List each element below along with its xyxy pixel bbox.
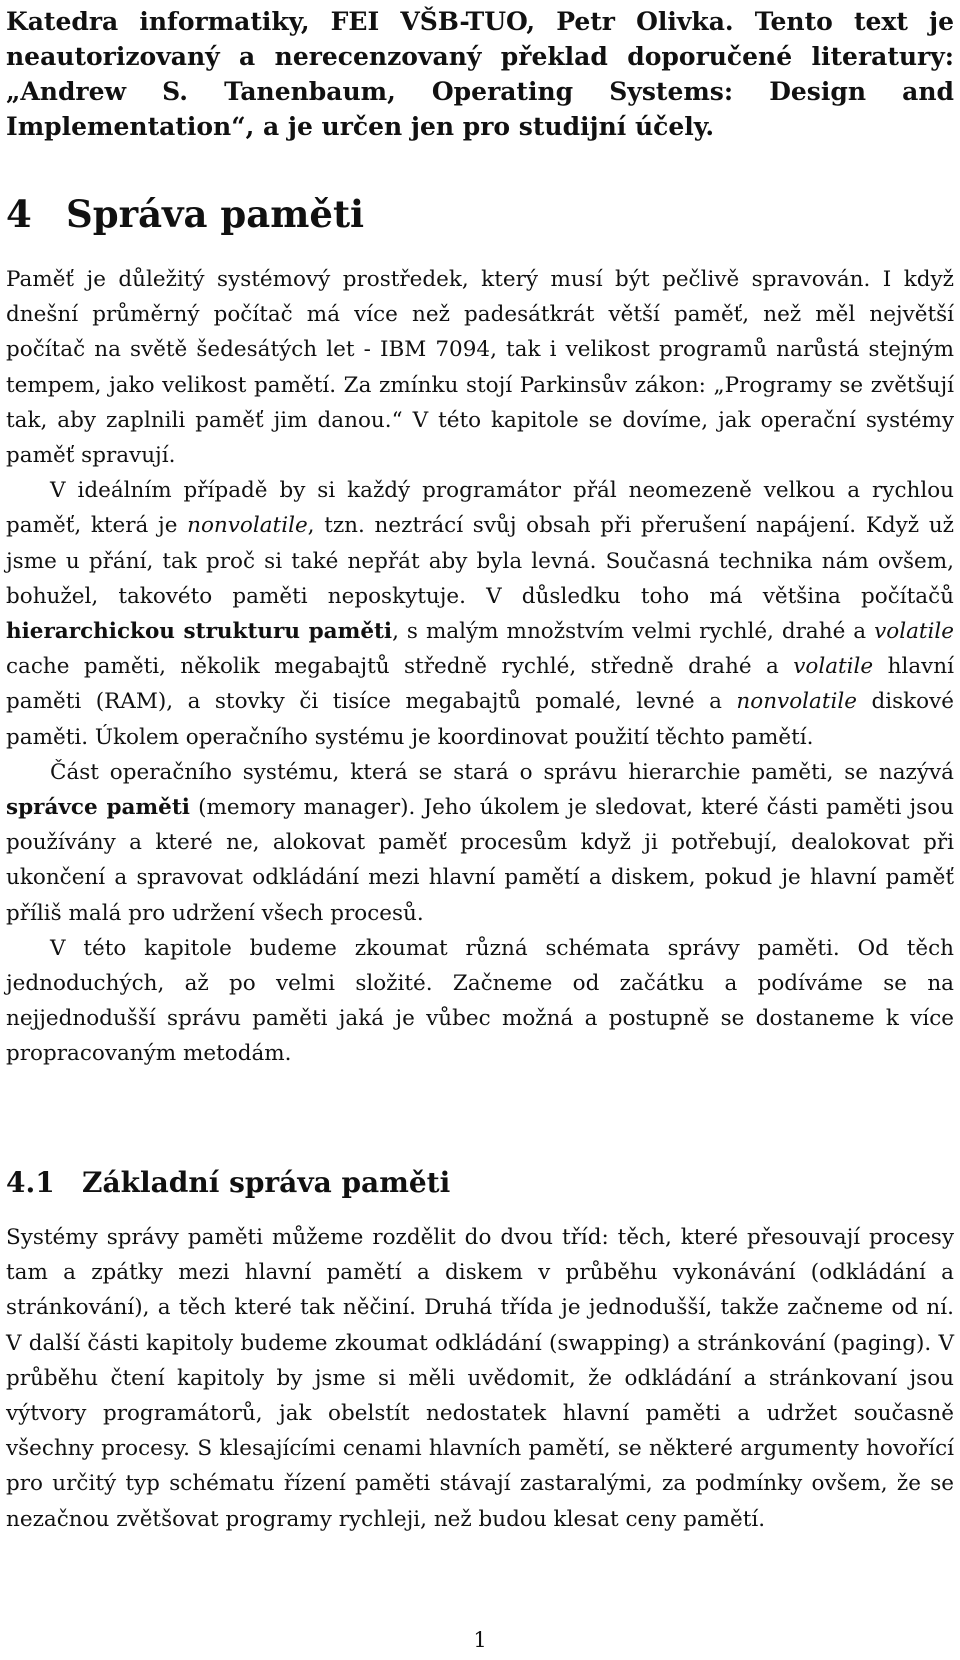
chapter-body (6, 262, 954, 1072)
text-run: diskové paměti. Úkolem operačního systému je koordinovat použití těchto pamětí. (6, 689, 954, 750)
bold-term: hierarchickou strukturu paměti (6, 619, 393, 645)
chapter-heading (6, 192, 364, 236)
text-run: (memory manager). Jeho úkolem je sledovat, které části paměti jsou používány a které ne, alokovat paměť procesům když ji potřebují, dealokovat při ukončení a spravovat odkládání mezi hlavní pamětí a diskem, pokud je hlavní paměť příliš malá pro udržení všech procesů. (6, 795, 954, 926)
section-body (6, 1220, 954, 1537)
paragraph: Systémy správy paměti můžeme rozdělit do dvou tříd: těch, které přesouvají procesy tam a zpátky mezi hlavní pamětí a diskem v průběhu vykonávání (odkládání a stránkování), a těch které tak něčiní. Druhá třída je jednodušší, takže začneme od ní. V další části kapitoly budeme zkoumat odkládání (swapping) a stránkování (paging). V průběhu čtení kapitoly by jsme si měli uvědomit, že odkládání a stránkovaní jsou výtvory programátorů, jak obelstít nedostatek hlavní paměti a udržet současně všechny procesy. S klesajícími cenami hlavních pamětí, se některé argumenty hovořící pro určitý typ schématu řízení paměti stávají zastaralými, za podmínky ovšem, že se nezačnou zvětšovat programy rychleji, než budou klesat ceny pamětí. (6, 1225, 954, 1532)
bold-term: správce paměti (6, 795, 190, 821)
text-run: V ideálním případě by si každý programátor přál neomezeně velkou a rychlou paměť, která je (6, 478, 954, 539)
italic-term: nonvolatile (736, 689, 857, 715)
paragraph (6, 755, 954, 931)
paragraph (6, 473, 954, 755)
page-number: 1 (473, 1628, 487, 1652)
italic-term: volatile (793, 654, 874, 680)
text-run: hlavní paměti (RAM), a stovky či tisíce megabajtů pomalé, levné a (6, 654, 955, 715)
document-header (6, 4, 954, 144)
chapter-title: Správa paměti (66, 192, 365, 236)
italic-term: volatile (874, 619, 955, 645)
section-title: Základní správa paměti (82, 1166, 451, 1199)
header-text: Katedra informatiky, FEI VŠB-TUO, Petr Olivka. Tento text je neautorizovaný a nerecenzovaný překlad doporučené literatury: „Andrew S. Tanenbaum, Operating Systems: Design and Implementation“, a je určen jen pro studijní účely. (6, 7, 954, 141)
chapter-number: 4 (6, 192, 32, 236)
text-run: cache paměti, několik megabajtů středně rychlé, středně drahé a (6, 654, 794, 680)
section-number: 4.1 (6, 1166, 55, 1199)
text-run: Část operačního systému, která se stará o správu hierarchie paměti, se nazývá (50, 759, 954, 785)
paragraph: Paměť je důležitý systémový prostředek, který musí být pečlivě spravován. I když dnešní průměrný počítač má více než padesátkrát větší paměť, než měl největší počítač na světě šedesátých let - IBM 7094, tak i velikost programů narůstá stejným tempem, jako velikost pamětí. Za zmínku stojí Parkinsův zákon: „Programy se zvětšují tak, aby zaplnili paměť jim danou.“ V této kapitole se dovíme, jak operační systémy paměť spravují. (6, 267, 954, 469)
text-run: , tzn. neztrácí svůj obsah při přerušení napájení. Když už jsme u přání, tak proč si také nepřát aby byla levná. Současná technika nám ovšem, bohužel, takovéto paměti neposkytuje. V důsledku toho má většina počítačů (6, 513, 954, 609)
paragraph: V této kapitole budeme zkoumat různá schémata správy paměti. Od těch jednoduchých, až po velmi složité. Začneme od začátku a podíváme se na nejjednodušší správu paměti jaká je vůbec možná a postupně se dostaneme k více propracovaným metodám. (6, 935, 954, 1067)
text-run: , s malým množstvím velmi rychlé, drahé a (392, 619, 875, 645)
section-heading (6, 1165, 450, 1201)
italic-term: nonvolatile (187, 513, 308, 539)
